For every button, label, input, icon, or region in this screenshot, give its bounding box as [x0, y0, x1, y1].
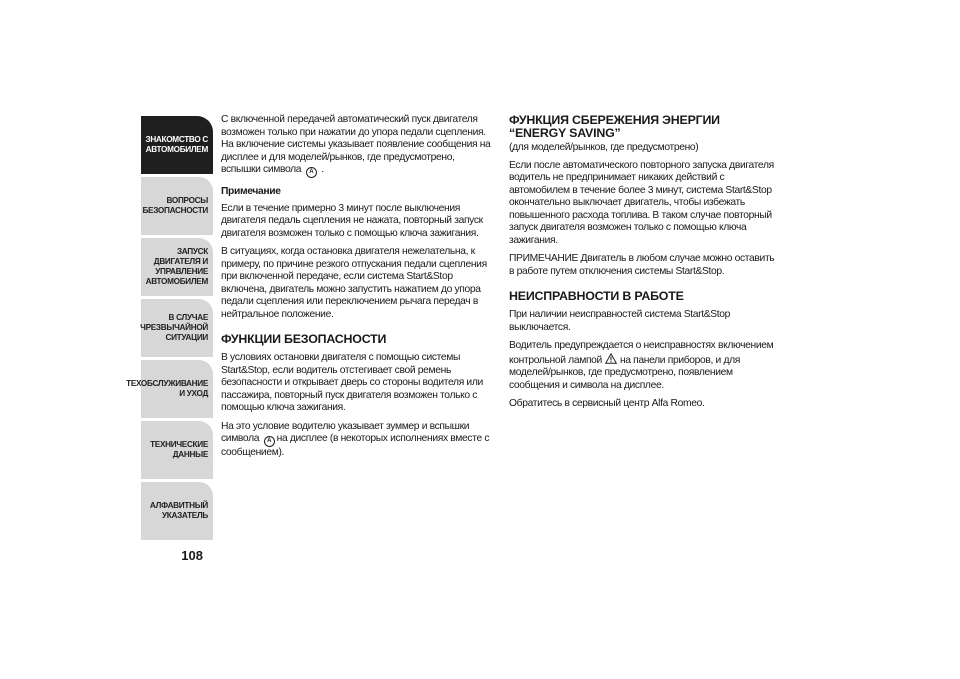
auto-stop-symbol-icon: A — [264, 436, 275, 447]
paragraph: Водитель предупреждается о неисправностях включением контрольной лампой на панели приборов, и для моделей/рынков, где предусмотрено, появлением сообщения и символа на дисплее. — [509, 340, 774, 391]
section-subtitle: (для моделей/рынков, где предусмотрено) — [509, 142, 699, 153]
tab-technical-data[interactable] — [141, 421, 213, 479]
tab-label: ТЕХОБСЛУЖИВАНИЕ И УХОД — [126, 379, 208, 398]
tab-safety[interactable] — [141, 177, 213, 235]
auto-stop-symbol-icon: A — [306, 167, 317, 178]
tab-index[interactable] — [141, 482, 213, 540]
tab-label: АЛФАВИТНЫЙ УКАЗАТЕЛЬ — [149, 501, 208, 520]
section-heading-energy-saving: ФУНКЦИЯ СБЕРЕЖЕНИЯ ЭНЕРГИИ “ENERGY SAVING” — [509, 113, 720, 140]
paragraph: С включенной передачей автоматический пуск двигателя возможен только при нажатии до упора педали сцепления. На включение системы указывает появление сообщения на дисплее и для моделей/рынков, где предусмотрено, вспышки символа A . — [221, 114, 491, 178]
chapter-sidebar — [126, 116, 213, 543]
tab-emergency[interactable] — [141, 299, 213, 357]
tab-label: ЗНАКОМСТВО С АВТОМОБИЛЕМ — [145, 135, 208, 154]
right-column — [509, 114, 779, 417]
tab-label: ЗАПУСК ДВИГАТЕЛЯ И УПРАВЛЕНИЕ АВТОМОБИЛЕМ — [145, 247, 208, 286]
tab-maintenance[interactable] — [126, 360, 213, 418]
page-number: 108 — [181, 548, 203, 563]
tab-label: ВОПРОСЫ БЕЗОПАСНОСТИ — [142, 196, 208, 215]
section-heading-malfunctions: НЕИСПРАВНОСТИ В РАБОТЕ — [509, 289, 684, 303]
tab-label: В СЛУЧАЕ ЧРЕЗВЫЧАЙНОЙ СИТУАЦИИ — [140, 313, 208, 342]
paragraph: В ситуациях, когда остановка двигателя нежелательна, к примеру, по причине резкого отпускания педали сцепления при включенной передаче, если система Start&Stop включена, двигатель можно запустить нажатием до упора педали сцепления или переключением рычага передач в нейтральное положение. — [221, 246, 487, 320]
note-text: Если в течение примерно 3 минут после выключения двигателя педаль сцепления не нажата, повторный запуск двигателя возможен только с помощью ключа зажигания. — [221, 202, 483, 239]
paragraph: При наличии неисправностей система Start&Stop выключается. — [509, 309, 731, 333]
paragraph: Обратитесь в сервисный центр Alfa Romeo. — [509, 398, 705, 409]
tab-getting-to-know-car[interactable] — [141, 116, 213, 174]
note-heading: Примечание — [221, 186, 281, 197]
paragraph: ПРИМЕЧАНИЕ Двигатель в любом случае можно оставить в работе путем отключения системы Start&Stop. — [509, 253, 775, 277]
left-column — [221, 114, 491, 466]
tab-label: ТЕХНИЧЕСКИЕ ДАННЫЕ — [150, 440, 208, 459]
warning-triangle-icon — [605, 353, 617, 364]
section-heading-safety: ФУНКЦИИ БЕЗОПАСНОСТИ — [221, 332, 387, 346]
tab-starting-driving[interactable] — [141, 238, 213, 296]
paragraph: На это условие водителю указывает зуммер и вспышки символа A на дисплее (в некоторых исполнениях вместе с сообщением). — [221, 420, 490, 458]
paragraph: Если после автоматического повторного запуска двигателя водитель не предпринимает никаких действий с автомобилем в течение более 3 минут, система Start&Stop окончательно выключает двигатель, чтобы избежать повышенного расхода топлива. В таком случае повторный запуск двигателя возможен только с помощью ключа зажигания. — [509, 159, 774, 246]
paragraph: В условиях остановки двигателя с помощью системы Start&Stop, если водитель отстегивает свой ремень безопасности и открывает дверь со стороны водителя или пассажира, повторный пуск двигателя возможен только с помощью ключа зажигания. — [221, 352, 483, 413]
